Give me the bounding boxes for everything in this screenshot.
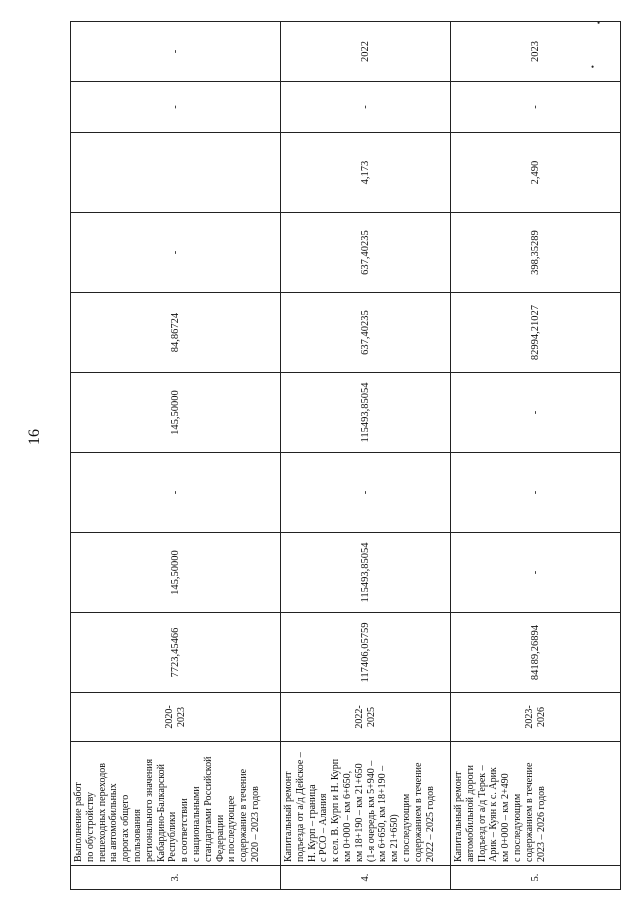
value-cell: 398,35289 (451, 213, 621, 293)
value-cell: 4,173 (281, 133, 451, 213)
value-cell: - (71, 82, 281, 133)
value-cell: - (451, 82, 621, 133)
corner-mark-1: • (597, 18, 601, 28)
row-description: Капитальный ремонт автомобильной дороги Подъезд от а/д Терек – Арик – Куян к с. Арик км 0+000 – км 2+490 с последующим содержанием в течение 2023 – 2026 годов (451, 742, 621, 866)
project-table (70, 21, 621, 890)
value-cell: - (71, 453, 281, 533)
row-period: 2022- 2025 (281, 693, 451, 742)
table-container (70, 42, 620, 890)
row-period: 2023- 2026 (451, 693, 621, 742)
row-description: Капитальный ремонт подъезда от а/д Дейское – Н. Курп – граница с РСО – Алания к сел. В. Курп и Н. Курп км 0+000 – км 6+650, км 18+190 – км 21+650 (1-я очередь км 5+940 – км 6+650, км 18+190 – км 21+650) с последующим содержанием в течение 2022 – 2025 годов (281, 742, 451, 866)
value-cell: 84,86724 (71, 293, 281, 373)
table-row (281, 22, 451, 890)
value-cell: 2022 (281, 22, 451, 82)
value-cell: 2,490 (451, 133, 621, 213)
value-cell: - (281, 82, 451, 133)
value-cell: 117406,05759 (281, 613, 451, 693)
value-cell: 637,40235 (281, 293, 451, 373)
table-row (451, 22, 621, 890)
value-cell: 82994,21027 (451, 293, 621, 373)
table-row (71, 22, 281, 890)
value-cell: 637,40235 (281, 213, 451, 293)
value-cell: - (71, 22, 281, 82)
value-cell: 7723,45466 (71, 613, 281, 693)
rotated-table-wrapper (70, 42, 620, 890)
value-cell: - (451, 373, 621, 453)
value-cell: 115493,85054 (281, 533, 451, 613)
row-description: Выполнение работ по обустройству пешеходных переходов на автомобильных дорогах общего пользования регионального значения Кабардино-Балкарской Республики в соответствии с национальными стандартами Российской Федерации и последующее содержание в течение 2020 – 2023 годов (71, 742, 281, 866)
value-cell: 145,50000 (71, 533, 281, 613)
value-cell: 84189,26894 (451, 613, 621, 693)
value-cell: - (71, 213, 281, 293)
corner-mark-2: • (591, 62, 595, 72)
row-number: 3. (71, 866, 281, 890)
value-cell: 2023 (451, 22, 621, 82)
value-cell: - (451, 533, 621, 613)
value-cell: 145,50000 (71, 373, 281, 453)
row-number: 5. (451, 866, 621, 890)
value-cell: 115493,85054 (281, 373, 451, 453)
page-number: 16 (26, 429, 43, 445)
row-period: 2020- 2023 (71, 693, 281, 742)
value-cell: - (451, 453, 621, 533)
value-cell (71, 133, 281, 213)
value-cell: - (281, 453, 451, 533)
row-number: 4. (281, 866, 451, 890)
